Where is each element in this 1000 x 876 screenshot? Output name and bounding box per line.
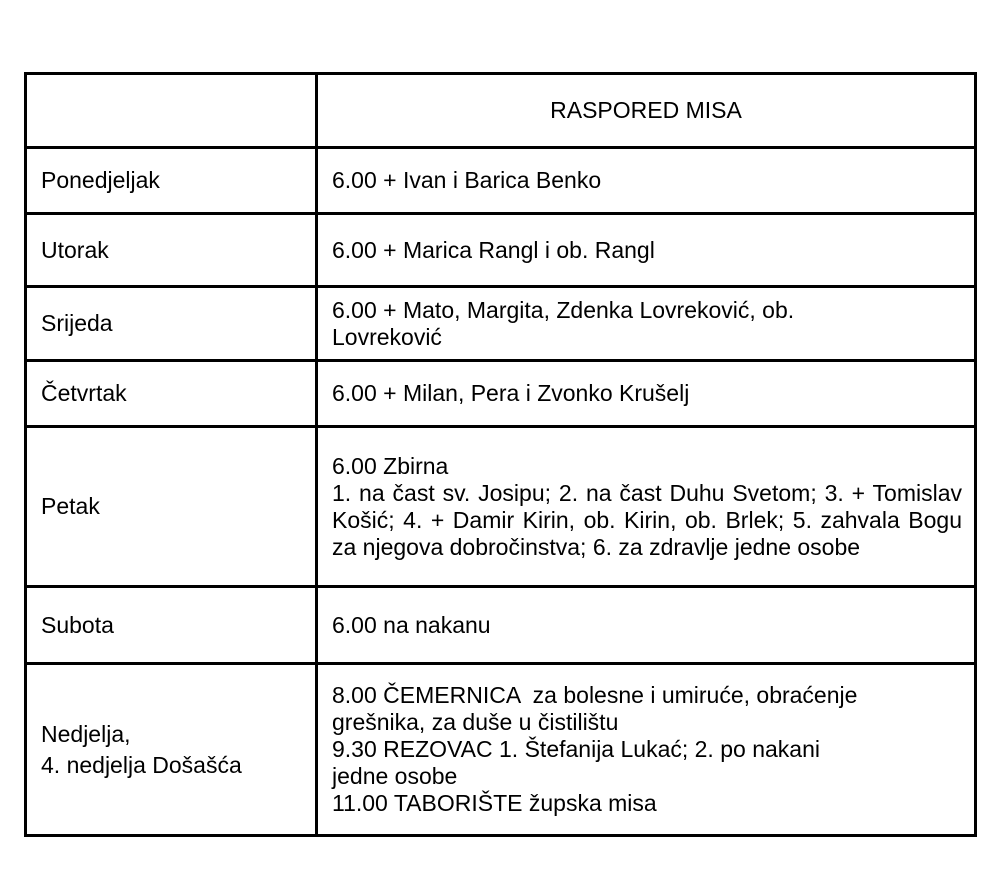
intention-line: 6.00 Zbirna <box>332 452 449 479</box>
intention-line: Lovreković <box>332 323 442 350</box>
mass-intention <box>317 587 976 664</box>
mass-intention <box>317 427 976 587</box>
day-label: Ponedjeljak <box>26 148 317 214</box>
table-title: RASPORED MISA <box>317 74 976 148</box>
table-row <box>26 148 976 214</box>
mass-intention <box>317 361 976 427</box>
intention-line: 8.00 ČEMERNICA za bolesne i umiruće, obraćenje <box>332 682 858 708</box>
day-label: Srijeda <box>26 287 317 361</box>
day-label <box>26 664 317 836</box>
mass-schedule-table <box>24 72 977 837</box>
intention-line: 6.00 + Marica Rangl i ob. Rangl <box>332 236 655 263</box>
intention-line: jedne osobe <box>332 763 458 789</box>
mass-intention <box>317 287 976 361</box>
mass-intention <box>317 214 976 287</box>
table-row <box>26 361 976 427</box>
table-row <box>26 214 976 287</box>
day-label: Subota <box>26 587 317 664</box>
table-row <box>26 427 976 587</box>
intention-line: 6.00 + Ivan i Barica Benko <box>332 167 602 193</box>
table-row <box>26 587 976 664</box>
intention-line: grešnika, za duše u čistilištu <box>332 709 619 735</box>
day-label: Petak <box>26 427 317 587</box>
intention-line: 6.00 + Mato, Margita, Zdenka Lovreković, ob. <box>332 296 795 323</box>
intention-line: 6.00 na nakanu <box>332 611 491 638</box>
intention-line: 6.00 + Milan, Pera i Zvonko Krušelj <box>332 380 690 406</box>
header-empty-cell <box>26 74 317 148</box>
day-label: Četvrtak <box>26 361 317 427</box>
mass-intention <box>317 148 976 214</box>
intention-line: 11.00 TABORIŠTE župska misa <box>332 790 657 816</box>
table-header-row <box>26 74 976 148</box>
mass-intention <box>317 664 976 836</box>
table-row <box>26 287 976 361</box>
day-label-line: 4. nedjelja Došašća <box>41 751 242 778</box>
day-label-line: Nedjelja, <box>41 720 131 747</box>
day-label: Utorak <box>26 214 317 287</box>
intention-line: 9.30 REZOVAC 1. Štefanija Lukać; 2. po nakani <box>332 736 820 762</box>
table-row <box>26 664 976 836</box>
intention-paragraph: 1. na čast sv. Josipu; 2. na čast Duhu Svetom; 3. + Tomislav Košić; 4. + Damir Kirin, ob. Kirin, ob. Brlek; 5. zahvala Bogu za njegova dobročinstva; 6. za zdravlje jedne osobe <box>332 479 962 560</box>
